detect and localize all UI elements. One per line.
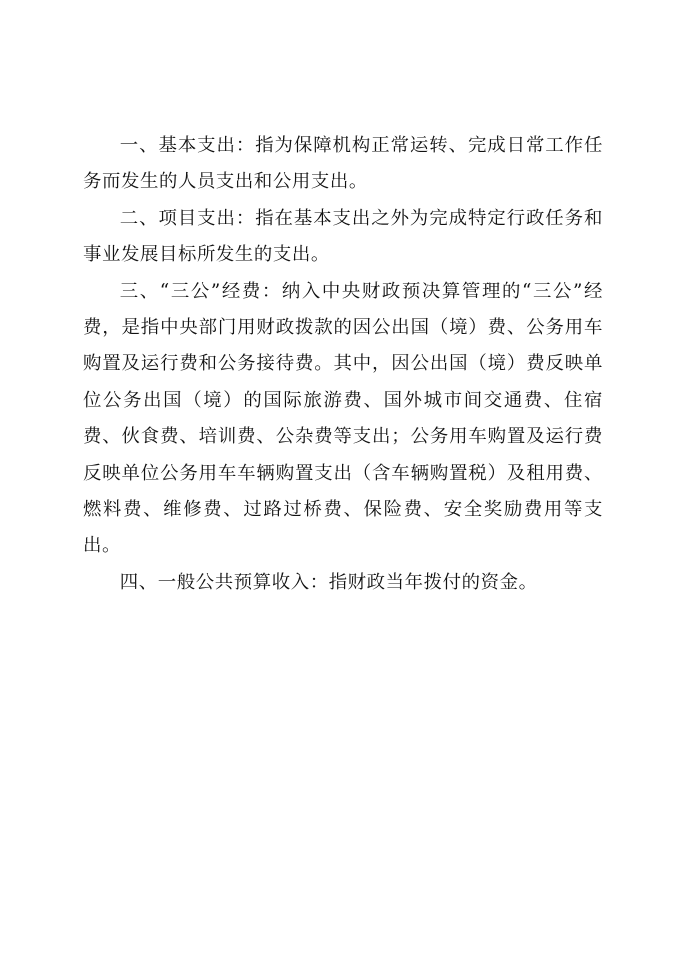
- paragraph-project-expenditure: 二、项目支出：指在基本支出之外为完成特定行政任务和事业发展目标所发生的支出。: [83, 207, 603, 266]
- paragraph-three-public-expenses: 三、“三公”经费：纳入中央财政预决算管理的“三公”经费，是指中央部门用财政拨款的因公出国（境）费、公务用车购置及运行费和公务接待费。其中，因公出国（境）费反映单位公务出国（境）的国际旅游费、国外城市间交通费、住宿费、伙食费、培训费、公杂费等支出；公务用车购置及运行费反映单位公务用车车辆购置支出（含车辆购置税）及租用费、燃料费、维修费、过路过桥费、保险费、安全奖励费用等支出。: [83, 280, 603, 557]
- document-body: [83, 128, 603, 601]
- paragraph-general-public-budget-income: 四、一般公共预算收入：指财政当年拨付的资金。: [119, 571, 538, 593]
- paragraph-basic-expenditure: 一、基本支出：指为保障机构正常运转、完成日常工作任务而发生的人员支出和公用支出。: [83, 135, 603, 193]
